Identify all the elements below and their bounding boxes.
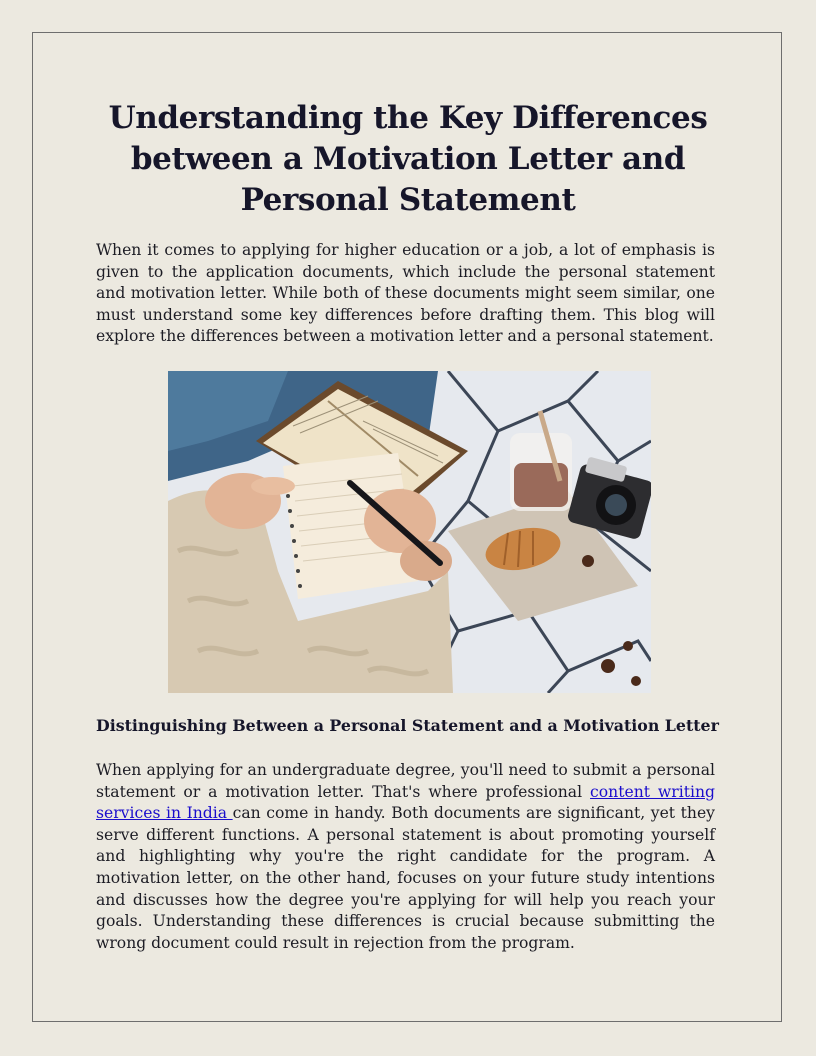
body-text-after-link: can come in handy. Both documents are significant, yet they serve different functions. A personal statement is about promoting yourself and highlighting why you're the right candidate for the program. A motivation letter, on the other hand, focuses on your future study intentions and discusses how the degree you're applying for will help you reach your goals. Understanding these differences is crucial because submitting the wrong document could result in rejection from the program. [96,804,715,952]
intro-paragraph: When it comes to applying for higher education or a job, a lot of emphasis is given to the application documents, which include the personal statement and motivation letter. While both of these documents might seem similar, one must understand some key differences before drafting them. This blog will explore the differences between a motivation letter and a personal statement. [96,241,715,346]
hero-photo [168,371,651,693]
section-paragraph [96,760,715,954]
writing-scene-illustration [168,371,651,693]
section-heading: Distinguishing Between a Personal Statement and a Motivation Letter [96,716,719,735]
content-writing-services-link[interactable]: content writing services in India [96,782,716,823]
body-text-before-link: When applying for an undergraduate degree, you'll need to submit a personal statement or a motivation letter. That's where professional [96,761,715,801]
page-title: Understanding the Key Differences between a Motivation Letter and Personal Statement [108,100,708,218]
